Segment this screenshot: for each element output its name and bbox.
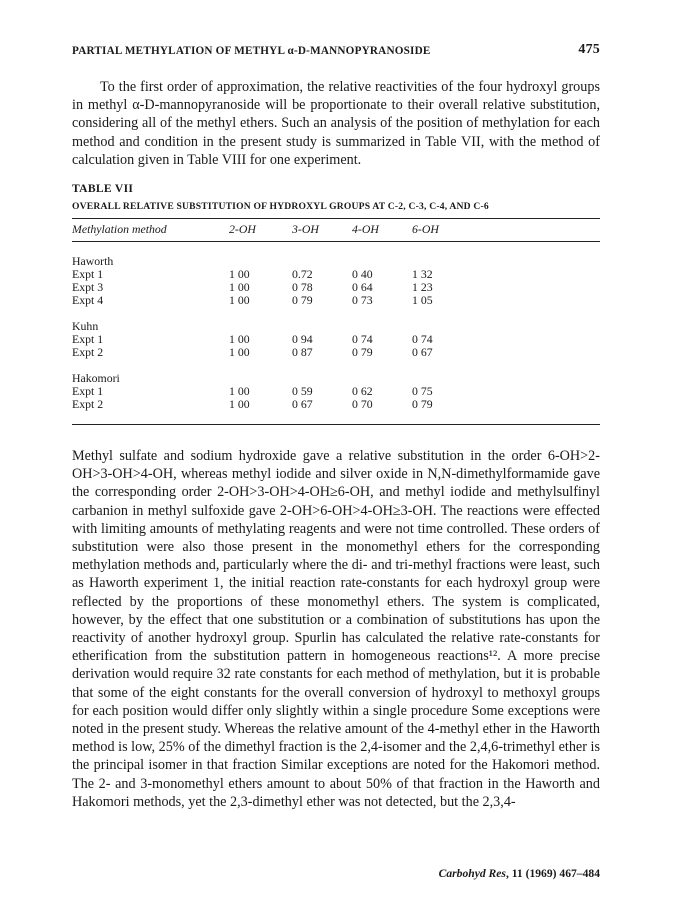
row-label: Expt 2: [72, 397, 104, 412]
journal-footer: [439, 867, 600, 880]
column-header-method: Methylation method: [72, 222, 167, 237]
cell-value: 0 79: [412, 397, 433, 412]
column-header-4oh: 4-OH: [352, 222, 379, 237]
cell-value: 0 79: [292, 293, 313, 308]
cell-value: 1 00: [229, 345, 250, 360]
column-header-6oh: 6-OH: [412, 222, 439, 237]
group-name: Kuhn: [72, 319, 99, 334]
table-row: [72, 385, 600, 398]
intro-paragraph: To the first order of approximation, the relative reactivities of the four hydroxyl groups in methyl α-D-mannopyranoside will be proportionate to their overall relative substitution, considering all of the methyl ethers. Such an analysis of the position of methylation for each method and condition in the present study is summarized in Table VII, with the method of calculation given in Table VIII for one experiment.: [72, 79, 600, 168]
cell-value: 1 00: [229, 384, 250, 399]
journal-name: Carbohyd Res: [438, 867, 506, 880]
row-label: Expt 2: [72, 345, 104, 360]
cell-value: 0.72: [292, 267, 313, 282]
cell-value: 0 79: [352, 345, 373, 360]
cell-value: 1 00: [229, 332, 250, 347]
cell-value: 1 00: [229, 267, 250, 282]
cell-value: 0 62: [352, 384, 373, 399]
cell-value: 0 78: [292, 280, 313, 295]
cell-value: 0 70: [352, 397, 373, 412]
table-row: [72, 281, 600, 294]
cell-value: 0 75: [412, 384, 433, 399]
row-label: Expt 3: [72, 280, 104, 295]
cell-value: 0 59: [292, 384, 313, 399]
group-name: Haworth: [72, 254, 114, 269]
group-row: [72, 320, 600, 333]
table-header-row: [72, 219, 600, 242]
running-header: [72, 40, 600, 60]
table-caption: OVERALL RELATIVE SUBSTITUTION OF HYDROXYL GROUPS AT C-2, C-3, C-4, AND C-6: [72, 201, 489, 213]
cell-value: 0 87: [292, 345, 313, 360]
cell-value: 1 00: [229, 280, 250, 295]
column-header-3oh: 3-OH: [292, 222, 319, 237]
table-row: [72, 398, 600, 411]
group-name: Hakomori: [72, 371, 120, 386]
page-number: 475: [578, 42, 600, 57]
group-row: [72, 255, 600, 268]
cell-value: 1 00: [229, 293, 250, 308]
table-row: [72, 346, 600, 359]
table-row: [72, 333, 600, 346]
cell-value: 1 05: [412, 293, 433, 308]
cell-value: 0 74: [352, 332, 373, 347]
cell-value: 1 00: [229, 397, 250, 412]
cell-value: 0 64: [352, 280, 373, 295]
cell-value: 1 23: [412, 280, 433, 295]
cell-value: 0 73: [352, 293, 373, 308]
journal-page: [72, 40, 600, 880]
column-header-2oh: 2-OH: [229, 222, 256, 237]
table-bottom-rule: [72, 424, 600, 425]
row-label: Expt 1: [72, 332, 104, 347]
group-row: [72, 372, 600, 385]
main-paragraph: Methyl sulfate and sodium hydroxide gave a relative substitution in the order 6-OH>2-OH>3-OH>4-OH, whereas methyl iodide and silver oxide in N,N-dimethylformamide gave the corresponding order 2-OH>3-OH>4-OH≥6-OH, and methyl iodide and methylsulfinyl carbanion in methyl sulfoxide gave 2-OH>6-OH>4-OH≥3-OH. The reactions were effected with limiting amounts of methylating reagents and were not time controlled. These orders of substitution were also those present in the monomethyl ethers for the corresponding methylation methods and, particularly where the di- and tri-methyl fractions were least, such as Haworth experiment 1, the initial reaction rate-constants for each hydroxyl group were reflected by the proportions of these monomethyl ethers. The system is complicated, however, by the effect that one substitution or a combination of substitutions has upon the reactivity of another hydroxyl group. Spurlin has calculated the relative rate-constants for etherification from the substitution pattern in homogeneous reactions¹². A more precise derivation would require 32 rate constants for each method of methylation, but it is probable that some of the eight constants for the overall conversion of hydroxyl to methoxyl groups for each position would differ only slightly within a single procedure Some exceptions were noted in the present study. Whereas the relative amount of the 4-methyl ether in the Haworth method is low, 25% of the dimethyl fraction is the 2,4-isomer and the 2,4,6-trimethyl ether is the principal isomer in that fraction Similar exceptions are noted for the Hakomori method. The 2- and 3-monomethyl ethers amount to about 50% of that fraction in the Haworth and Hakomori methods, yet the 2,3-dimethyl ether was not detected, but the 2,3,4-: [72, 448, 600, 810]
cell-value: 0 94: [292, 332, 313, 347]
cell-value: 0 40: [352, 267, 373, 282]
running-title: PARTIAL METHYLATION OF METHYL α-D-MANNOPYRANOSIDE: [72, 45, 431, 57]
journal-citation: , 11 (1969) 467–484: [505, 867, 600, 880]
table-row: [72, 268, 600, 281]
cell-value: 0 67: [412, 345, 433, 360]
cell-value: 0 74: [412, 332, 433, 347]
table-label: TABLE VII: [72, 182, 134, 196]
row-label: Expt 4: [72, 293, 104, 308]
cell-value: 1 32: [412, 267, 433, 282]
row-label: Expt 1: [72, 267, 104, 282]
relative-substitution-table: [72, 219, 600, 424]
row-label: Expt 1: [72, 384, 104, 399]
table-row: [72, 294, 600, 307]
cell-value: 0 67: [292, 397, 313, 412]
